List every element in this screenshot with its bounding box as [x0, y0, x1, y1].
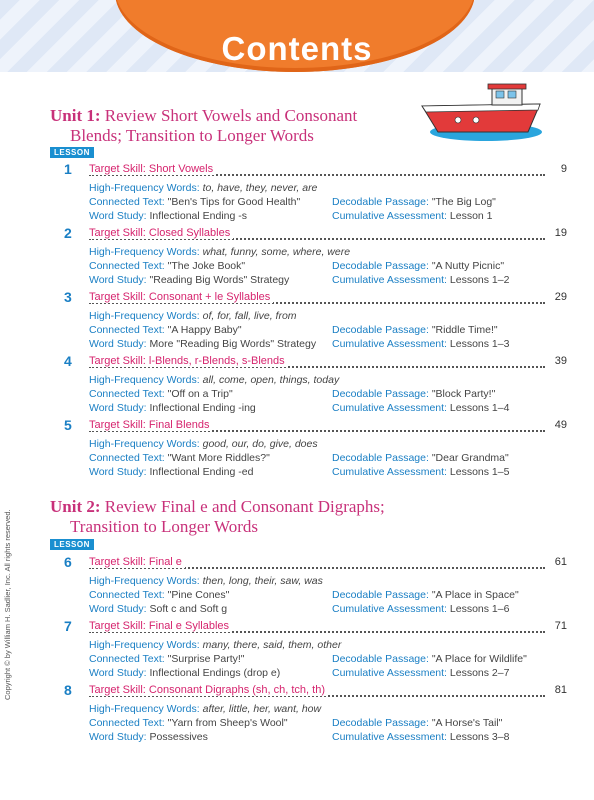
lesson-number: 6: [64, 554, 72, 570]
unit-2-heading: Unit 2: Review Final e and Consonant Digraphs; Transition to Longer Words: [50, 497, 385, 536]
target-skill: Target Skill: Final Blends 49: [89, 419, 567, 431]
page-number: 9: [558, 163, 567, 175]
lesson-number: 8: [64, 682, 72, 698]
lesson-tag: LESSON: [50, 147, 94, 158]
boat-illustration: [418, 82, 544, 144]
target-skill: Target Skill: Consonant + le Syllables 29: [89, 291, 567, 303]
page-number: 71: [552, 620, 567, 632]
page-number: 81: [552, 684, 567, 696]
page-number: 61: [552, 556, 567, 568]
lesson-number: 1: [64, 161, 72, 177]
lesson-number: 3: [64, 289, 72, 305]
lesson-number: 5: [64, 417, 72, 433]
target-skill: Target Skill: Final e Syllables 71: [89, 620, 567, 632]
page-number: 49: [552, 419, 567, 431]
target-skill: Target Skill: l-Blends, r-Blends, s-Blends 39: [89, 355, 567, 367]
unit-1-heading: Unit 1: Review Short Vowels and Consonant Blends; Transition to Longer Words: [50, 106, 358, 145]
target-skill: Target Skill: Consonant Digraphs (sh, ch, tch, th) 81: [89, 684, 567, 696]
lesson-number: 2: [64, 225, 72, 241]
page-title: Contents: [221, 30, 373, 67]
target-skill: Target Skill: Short Vowels 9: [89, 163, 567, 175]
page-number: 29: [552, 291, 567, 303]
lesson-number: 4: [64, 353, 72, 369]
target-skill: Target Skill: Closed Syllables 19: [89, 227, 567, 239]
lesson-number: 7: [64, 618, 72, 634]
page-number: 19: [552, 227, 567, 239]
page-number: 39: [552, 355, 567, 367]
target-skill: Target Skill: Final e 61: [89, 556, 567, 568]
copyright-notice: Copyright © by William H. Sadlier, Inc. All rights reserved.: [3, 509, 12, 700]
lesson-tag: LESSON: [50, 539, 94, 550]
